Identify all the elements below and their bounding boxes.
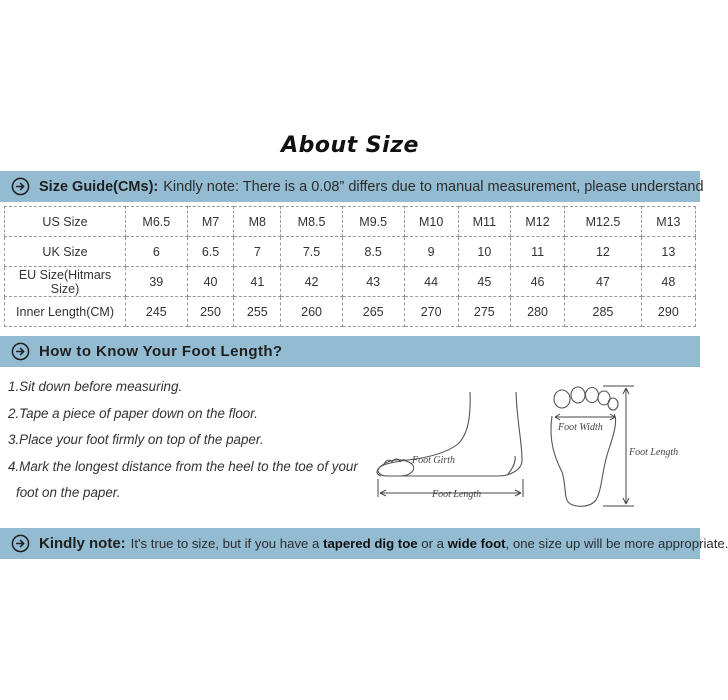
table-cell: M7 (187, 207, 234, 237)
table-cell: 11 (510, 237, 564, 267)
foot-length-sole-label: Foot Length (629, 447, 679, 458)
table-cell: M9.5 (342, 207, 404, 237)
table-cell: 41 (234, 267, 281, 297)
table-cell: 290 (641, 297, 695, 327)
circled-right-arrow-icon (11, 534, 30, 553)
foot-width-label: Foot Width (558, 422, 603, 433)
table-cell: 7 (234, 237, 281, 267)
foot-girth-label: Foot Girth (412, 455, 456, 466)
step-item: 2.Tape a piece of paper down on the floor. (8, 405, 258, 421)
table-cell: M6.5 (126, 207, 188, 237)
sole-illustration (551, 387, 618, 506)
step-item: 3.Place your foot firmly on top of the paper. (8, 432, 264, 447)
row-label: UK Size (5, 237, 126, 267)
table-cell: 47 (565, 267, 642, 297)
table-cell: 6.5 (187, 237, 234, 267)
table-cell: 6 (126, 237, 188, 267)
table-row (5, 237, 696, 267)
table-cell: M12.5 (565, 207, 642, 237)
table-cell: 255 (234, 297, 281, 327)
table-cell: 285 (565, 297, 642, 327)
step-item-continuation: foot on the paper. (16, 485, 121, 500)
sole-width-arrow (555, 414, 615, 420)
table-cell: 7.5 (281, 237, 343, 267)
table-cell: 13 (641, 237, 695, 267)
table-cell: M8.5 (281, 207, 343, 237)
table-cell: 45 (458, 267, 510, 297)
kindly-note-banner (0, 528, 728, 559)
foot-length-side-label: Foot Length (432, 489, 482, 500)
row-label: Inner Length(CM) (5, 297, 126, 327)
table-cell: 44 (404, 267, 458, 297)
table-cell: 48 (641, 267, 695, 297)
table-cell: 43 (342, 267, 404, 297)
table-cell: 275 (458, 297, 510, 327)
table-row (5, 207, 696, 237)
table-cell: 260 (281, 297, 343, 327)
size-guide-heading: Size Guide(CMs): (39, 178, 159, 195)
size-guide-banner (0, 171, 704, 202)
step-item: 1.Sit down before measuring. (8, 379, 183, 394)
table-cell: 46 (510, 267, 564, 297)
table-cell: M13 (641, 207, 695, 237)
kindly-note-text (131, 536, 728, 551)
foot-length-heading: How to Know Your Foot Length? (39, 343, 283, 360)
table-cell: 9 (404, 237, 458, 267)
measuring-steps (8, 374, 358, 507)
table-cell: M11 (458, 207, 510, 237)
row-label: EU Size(Hitmars Size) (5, 267, 126, 297)
size-table (4, 206, 696, 327)
circled-right-arrow-icon (11, 177, 30, 196)
kindly-note-text-2: or a (421, 536, 444, 551)
table-cell: 245 (126, 297, 188, 327)
step-item: 4.Mark the longest distance from the heel to the toe of your (8, 458, 358, 474)
kindly-note-text-1: It's true to size, but if you have a (130, 536, 320, 551)
table-cell: 10 (458, 237, 510, 267)
table-cell: 265 (342, 297, 404, 327)
page-title: About Size (281, 133, 419, 158)
foot-measurement-diagram (370, 372, 690, 522)
kindly-note-heading: Kindly note: (39, 535, 126, 552)
table-cell: 42 (281, 267, 343, 297)
tapered-toe-emphasis: tapered dig toe (323, 536, 418, 551)
table-cell: 280 (510, 297, 564, 327)
table-cell: 39 (126, 267, 188, 297)
wide-foot-emphasis: wide foot (447, 536, 506, 551)
circled-right-arrow-icon (11, 342, 30, 361)
kindly-note-text-3: , one size up will be more appropriate. (505, 536, 728, 551)
table-cell: 12 (565, 237, 642, 267)
table-cell: M10 (404, 207, 458, 237)
table-cell: M12 (510, 207, 564, 237)
table-cell: 40 (187, 267, 234, 297)
table-row (5, 267, 696, 297)
table-cell: 8.5 (342, 237, 404, 267)
row-label: US Size (5, 207, 126, 237)
size-guide-note: Kindly note: There is a 0.08” differs due to manual measurement, please understand (163, 178, 704, 195)
table-cell: M8 (234, 207, 281, 237)
table-row (5, 297, 696, 327)
table-cell: 250 (187, 297, 234, 327)
foot-length-banner (0, 336, 700, 367)
table-cell: 270 (404, 297, 458, 327)
